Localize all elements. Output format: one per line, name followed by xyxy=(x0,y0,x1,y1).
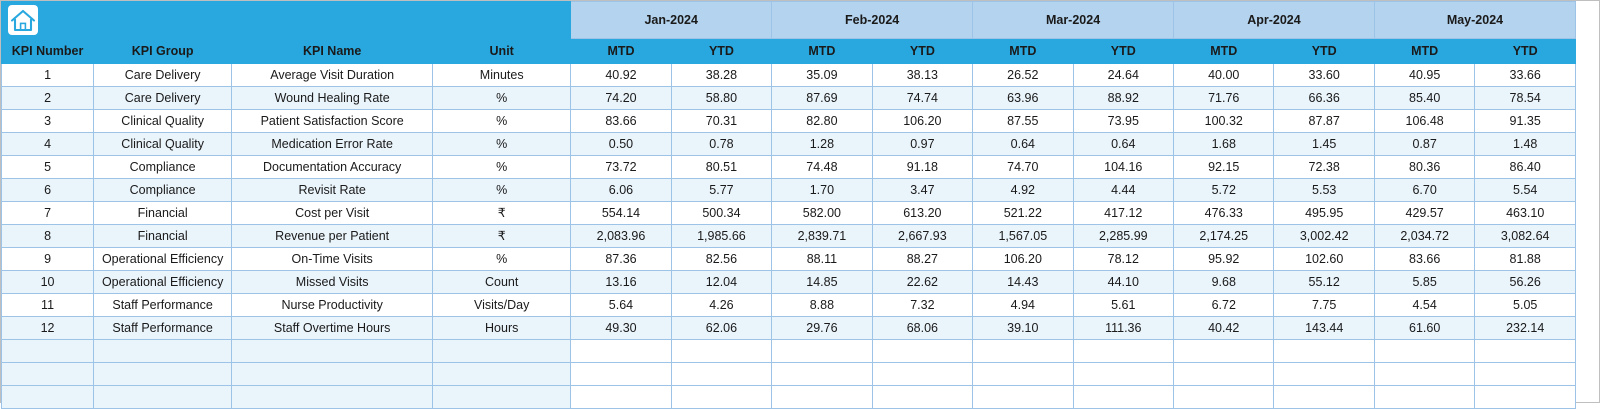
table-row[interactable] xyxy=(2,248,1576,271)
cell-empty xyxy=(872,386,972,409)
cell-kpi-group: Financial xyxy=(94,225,232,248)
cell-mar-2024-mtd: 74.70 xyxy=(973,156,1073,179)
cell-apr-2024-mtd: 40.00 xyxy=(1174,64,1274,87)
cell-feb-2024-ytd: 38.13 xyxy=(872,64,972,87)
cell-jan-2024-mtd: 6.06 xyxy=(571,179,671,202)
cell-kpi-group: Care Delivery xyxy=(94,64,232,87)
cell-kpi-number: 8 xyxy=(2,225,94,248)
column-header-may-ytd[interactable]: YTD xyxy=(1475,39,1576,64)
cell-kpi-name: Revisit Rate xyxy=(232,179,433,202)
cell-kpi-number: 2 xyxy=(2,87,94,110)
cell-apr-2024-ytd: 102.60 xyxy=(1274,248,1374,271)
cell-mar-2024-ytd: 78.12 xyxy=(1073,248,1173,271)
cell-apr-2024-ytd: 1.45 xyxy=(1274,133,1374,156)
cell-feb-2024-mtd: 8.88 xyxy=(772,294,872,317)
cell-jan-2024-mtd: 73.72 xyxy=(571,156,671,179)
cell-mar-2024-mtd: 106.20 xyxy=(973,248,1073,271)
cell-mar-2024-ytd: 0.64 xyxy=(1073,133,1173,156)
cell-empty xyxy=(1073,363,1173,386)
cell-may-2024-mtd: 6.70 xyxy=(1374,179,1474,202)
cell-feb-2024-mtd: 29.76 xyxy=(772,317,872,340)
cell-empty xyxy=(1274,363,1374,386)
column-header-jan-mtd[interactable]: MTD xyxy=(571,39,671,64)
cell-may-2024-mtd: 5.85 xyxy=(1374,271,1474,294)
table-header xyxy=(2,2,1576,64)
cell-empty xyxy=(973,363,1073,386)
cell-kpi-number: 11 xyxy=(2,294,94,317)
table-row[interactable] xyxy=(2,179,1576,202)
column-header-unit[interactable]: Unit xyxy=(433,39,571,64)
cell-empty xyxy=(772,363,872,386)
cell-feb-2024-mtd: 82.80 xyxy=(772,110,872,133)
table-row[interactable] xyxy=(2,156,1576,179)
cell-jan-2024-ytd: 0.78 xyxy=(671,133,771,156)
cell-kpi-name: Staff Overtime Hours xyxy=(232,317,433,340)
cell-empty xyxy=(973,386,1073,409)
table-row[interactable] xyxy=(2,317,1576,340)
cell-mar-2024-ytd: 5.61 xyxy=(1073,294,1173,317)
table-row[interactable] xyxy=(2,64,1576,87)
cell-apr-2024-ytd: 3,002.42 xyxy=(1274,225,1374,248)
cell-mar-2024-mtd: 39.10 xyxy=(973,317,1073,340)
cell-empty xyxy=(433,386,571,409)
cell-jan-2024-mtd: 74.20 xyxy=(571,87,671,110)
cell-feb-2024-mtd: 14.85 xyxy=(772,271,872,294)
cell-apr-2024-mtd: 95.92 xyxy=(1174,248,1274,271)
cell-empty xyxy=(671,340,771,363)
column-header-row xyxy=(2,39,1576,64)
cell-jan-2024-mtd: 83.66 xyxy=(571,110,671,133)
table-row[interactable] xyxy=(2,87,1576,110)
cell-empty xyxy=(1475,340,1576,363)
table-row[interactable] xyxy=(2,110,1576,133)
column-header-mar-mtd[interactable]: MTD xyxy=(973,39,1073,64)
column-header-kpi-name[interactable]: KPI Name xyxy=(232,39,433,64)
cell-kpi-group: Compliance xyxy=(94,156,232,179)
cell-feb-2024-ytd: 22.62 xyxy=(872,271,972,294)
cell-empty xyxy=(94,363,232,386)
column-header-feb-mtd[interactable]: MTD xyxy=(772,39,872,64)
cell-apr-2024-mtd: 40.42 xyxy=(1174,317,1274,340)
cell-may-2024-ytd: 86.40 xyxy=(1475,156,1576,179)
cell-jan-2024-ytd: 500.34 xyxy=(671,202,771,225)
cell-jan-2024-ytd: 62.06 xyxy=(671,317,771,340)
cell-jan-2024-ytd: 80.51 xyxy=(671,156,771,179)
month-group-header-row xyxy=(2,2,1576,39)
column-header-apr-mtd[interactable]: MTD xyxy=(1174,39,1274,64)
cell-jan-2024-mtd: 40.92 xyxy=(571,64,671,87)
cell-may-2024-mtd: 4.54 xyxy=(1374,294,1474,317)
cell-apr-2024-ytd: 143.44 xyxy=(1274,317,1374,340)
cell-may-2024-ytd: 3,082.64 xyxy=(1475,225,1576,248)
column-header-kpi-number[interactable]: KPI Number xyxy=(2,39,94,64)
cell-jan-2024-mtd: 13.16 xyxy=(571,271,671,294)
column-header-feb-ytd[interactable]: YTD xyxy=(872,39,972,64)
cell-mar-2024-ytd: 111.36 xyxy=(1073,317,1173,340)
cell-kpi-number: 5 xyxy=(2,156,94,179)
cell-mar-2024-mtd: 4.92 xyxy=(973,179,1073,202)
cell-feb-2024-ytd: 106.20 xyxy=(872,110,972,133)
cell-apr-2024-mtd: 5.72 xyxy=(1174,179,1274,202)
cell-kpi-group: Clinical Quality xyxy=(94,133,232,156)
cell-mar-2024-mtd: 1,567.05 xyxy=(973,225,1073,248)
month-header-mar: Mar-2024 xyxy=(973,2,1174,39)
cell-jan-2024-ytd: 70.31 xyxy=(671,110,771,133)
cell-apr-2024-mtd: 1.68 xyxy=(1174,133,1274,156)
cell-empty xyxy=(94,386,232,409)
cell-mar-2024-ytd: 44.10 xyxy=(1073,271,1173,294)
cell-empty xyxy=(2,340,94,363)
cell-apr-2024-ytd: 7.75 xyxy=(1274,294,1374,317)
cell-kpi-number: 4 xyxy=(2,133,94,156)
cell-apr-2024-mtd: 476.33 xyxy=(1174,202,1274,225)
cell-may-2024-mtd: 83.66 xyxy=(1374,248,1474,271)
cell-may-2024-ytd: 463.10 xyxy=(1475,202,1576,225)
cell-mar-2024-mtd: 4.94 xyxy=(973,294,1073,317)
cell-empty xyxy=(1174,340,1274,363)
month-header-jan: Jan-2024 xyxy=(571,2,772,39)
cell-feb-2024-mtd: 35.09 xyxy=(772,64,872,87)
cell-jan-2024-mtd: 49.30 xyxy=(571,317,671,340)
cell-empty xyxy=(1374,363,1474,386)
cell-mar-2024-mtd: 14.43 xyxy=(973,271,1073,294)
cell-unit: % xyxy=(433,248,571,271)
cell-kpi-name: On-Time Visits xyxy=(232,248,433,271)
cell-feb-2024-ytd: 0.97 xyxy=(872,133,972,156)
cell-mar-2024-ytd: 24.64 xyxy=(1073,64,1173,87)
cell-feb-2024-ytd: 613.20 xyxy=(872,202,972,225)
cell-unit: Hours xyxy=(433,317,571,340)
cell-may-2024-ytd: 5.05 xyxy=(1475,294,1576,317)
cell-kpi-group: Care Delivery xyxy=(94,87,232,110)
cell-may-2024-ytd: 232.14 xyxy=(1475,317,1576,340)
cell-kpi-number: 9 xyxy=(2,248,94,271)
cell-may-2024-ytd: 91.35 xyxy=(1475,110,1576,133)
cell-apr-2024-ytd: 87.87 xyxy=(1274,110,1374,133)
cell-empty xyxy=(1475,386,1576,409)
table-row-empty[interactable] xyxy=(2,363,1576,386)
cell-jan-2024-ytd: 5.77 xyxy=(671,179,771,202)
cell-empty xyxy=(1174,386,1274,409)
cell-kpi-number: 1 xyxy=(2,64,94,87)
cell-empty xyxy=(1073,340,1173,363)
cell-jan-2024-ytd: 58.80 xyxy=(671,87,771,110)
cell-kpi-number: 6 xyxy=(2,179,94,202)
cell-may-2024-mtd: 429.57 xyxy=(1374,202,1474,225)
cell-empty xyxy=(872,340,972,363)
cell-apr-2024-ytd: 55.12 xyxy=(1274,271,1374,294)
cell-unit: % xyxy=(433,110,571,133)
cell-unit: ₹ xyxy=(433,202,571,225)
cell-jan-2024-mtd: 5.64 xyxy=(571,294,671,317)
cell-feb-2024-ytd: 7.32 xyxy=(872,294,972,317)
cell-unit: ₹ xyxy=(433,225,571,248)
cell-unit: % xyxy=(433,133,571,156)
month-header-apr: Apr-2024 xyxy=(1174,2,1375,39)
cell-kpi-group: Staff Performance xyxy=(94,294,232,317)
cell-apr-2024-mtd: 6.72 xyxy=(1174,294,1274,317)
cell-feb-2024-ytd: 91.18 xyxy=(872,156,972,179)
cell-kpi-number: 12 xyxy=(2,317,94,340)
cell-may-2024-mtd: 2,034.72 xyxy=(1374,225,1474,248)
table-body xyxy=(2,64,1576,409)
cell-apr-2024-mtd: 92.15 xyxy=(1174,156,1274,179)
cell-unit: % xyxy=(433,87,571,110)
cell-empty xyxy=(671,386,771,409)
cell-jan-2024-ytd: 1,985.66 xyxy=(671,225,771,248)
cell-empty xyxy=(772,386,872,409)
table-row[interactable] xyxy=(2,225,1576,248)
cell-kpi-number: 7 xyxy=(2,202,94,225)
cell-kpi-group: Staff Performance xyxy=(94,317,232,340)
cell-empty xyxy=(1073,386,1173,409)
cell-empty xyxy=(872,363,972,386)
cell-apr-2024-ytd: 5.53 xyxy=(1274,179,1374,202)
home-button-cell[interactable] xyxy=(2,2,571,39)
cell-mar-2024-ytd: 2,285.99 xyxy=(1073,225,1173,248)
cell-kpi-number: 3 xyxy=(2,110,94,133)
cell-jan-2024-mtd: 87.36 xyxy=(571,248,671,271)
cell-kpi-group: Compliance xyxy=(94,179,232,202)
cell-feb-2024-ytd: 88.27 xyxy=(872,248,972,271)
cell-jan-2024-ytd: 4.26 xyxy=(671,294,771,317)
cell-empty xyxy=(772,340,872,363)
cell-kpi-group: Operational Efficiency xyxy=(94,271,232,294)
cell-may-2024-mtd: 85.40 xyxy=(1374,87,1474,110)
cell-kpi-name: Patient Satisfaction Score xyxy=(232,110,433,133)
cell-kpi-name: Documentation Accuracy xyxy=(232,156,433,179)
cell-feb-2024-ytd: 74.74 xyxy=(872,87,972,110)
cell-kpi-name: Cost per Visit xyxy=(232,202,433,225)
cell-feb-2024-mtd: 2,839.71 xyxy=(772,225,872,248)
cell-feb-2024-mtd: 88.11 xyxy=(772,248,872,271)
cell-apr-2024-ytd: 72.38 xyxy=(1274,156,1374,179)
cell-feb-2024-mtd: 582.00 xyxy=(772,202,872,225)
cell-feb-2024-mtd: 74.48 xyxy=(772,156,872,179)
cell-empty xyxy=(232,340,433,363)
cell-kpi-group: Operational Efficiency xyxy=(94,248,232,271)
cell-apr-2024-mtd: 2,174.25 xyxy=(1174,225,1274,248)
cell-empty xyxy=(973,340,1073,363)
cell-jan-2024-ytd: 12.04 xyxy=(671,271,771,294)
cell-jan-2024-mtd: 554.14 xyxy=(571,202,671,225)
cell-empty xyxy=(2,386,94,409)
cell-empty xyxy=(671,363,771,386)
cell-jan-2024-ytd: 82.56 xyxy=(671,248,771,271)
cell-feb-2024-ytd: 2,667.93 xyxy=(872,225,972,248)
cell-may-2024-mtd: 0.87 xyxy=(1374,133,1474,156)
cell-may-2024-mtd: 40.95 xyxy=(1374,64,1474,87)
cell-may-2024-mtd: 80.36 xyxy=(1374,156,1474,179)
cell-kpi-name: Nurse Productivity xyxy=(232,294,433,317)
cell-feb-2024-ytd: 68.06 xyxy=(872,317,972,340)
cell-apr-2024-mtd: 71.76 xyxy=(1174,87,1274,110)
cell-mar-2024-ytd: 104.16 xyxy=(1073,156,1173,179)
cell-may-2024-ytd: 56.26 xyxy=(1475,271,1576,294)
cell-empty xyxy=(433,340,571,363)
cell-kpi-name: Missed Visits xyxy=(232,271,433,294)
cell-mar-2024-mtd: 87.55 xyxy=(973,110,1073,133)
cell-apr-2024-mtd: 9.68 xyxy=(1174,271,1274,294)
cell-unit: % xyxy=(433,179,571,202)
month-header-feb: Feb-2024 xyxy=(772,2,973,39)
cell-kpi-name: Average Visit Duration xyxy=(232,64,433,87)
cell-mar-2024-mtd: 521.22 xyxy=(973,202,1073,225)
cell-mar-2024-ytd: 73.95 xyxy=(1073,110,1173,133)
column-header-jan-ytd[interactable]: YTD xyxy=(671,39,771,64)
cell-mar-2024-ytd: 4.44 xyxy=(1073,179,1173,202)
cell-may-2024-ytd: 81.88 xyxy=(1475,248,1576,271)
cell-kpi-group: Clinical Quality xyxy=(94,110,232,133)
table-row[interactable] xyxy=(2,271,1576,294)
cell-feb-2024-ytd: 3.47 xyxy=(872,179,972,202)
cell-may-2024-mtd: 61.60 xyxy=(1374,317,1474,340)
column-header-mar-ytd[interactable]: YTD xyxy=(1073,39,1173,64)
cell-unit: Minutes xyxy=(433,64,571,87)
cell-feb-2024-mtd: 1.28 xyxy=(772,133,872,156)
cell-empty xyxy=(1374,386,1474,409)
cell-empty xyxy=(1374,340,1474,363)
column-header-kpi-group[interactable]: KPI Group xyxy=(94,39,232,64)
month-header-may: May-2024 xyxy=(1374,2,1575,39)
cell-mar-2024-mtd: 63.96 xyxy=(973,87,1073,110)
cell-empty xyxy=(232,386,433,409)
cell-unit: % xyxy=(433,156,571,179)
cell-empty xyxy=(232,363,433,386)
cell-empty xyxy=(433,363,571,386)
column-header-may-mtd[interactable]: MTD xyxy=(1374,39,1474,64)
cell-mar-2024-ytd: 88.92 xyxy=(1073,87,1173,110)
cell-may-2024-ytd: 78.54 xyxy=(1475,87,1576,110)
kpi-table xyxy=(1,1,1576,409)
cell-kpi-number: 10 xyxy=(2,271,94,294)
cell-empty xyxy=(1274,340,1374,363)
cell-may-2024-mtd: 106.48 xyxy=(1374,110,1474,133)
cell-empty xyxy=(571,363,671,386)
table-row-empty[interactable] xyxy=(2,386,1576,409)
cell-unit: Visits/Day xyxy=(433,294,571,317)
cell-may-2024-ytd: 5.54 xyxy=(1475,179,1576,202)
cell-feb-2024-mtd: 87.69 xyxy=(772,87,872,110)
table-row-empty[interactable] xyxy=(2,340,1576,363)
cell-empty xyxy=(571,340,671,363)
cell-empty xyxy=(1475,363,1576,386)
cell-jan-2024-ytd: 38.28 xyxy=(671,64,771,87)
home-icon[interactable] xyxy=(8,5,38,35)
cell-unit: Count xyxy=(433,271,571,294)
cell-apr-2024-ytd: 66.36 xyxy=(1274,87,1374,110)
cell-apr-2024-ytd: 33.60 xyxy=(1274,64,1374,87)
cell-empty xyxy=(2,363,94,386)
table-row[interactable] xyxy=(2,133,1576,156)
table-row[interactable] xyxy=(2,294,1576,317)
cell-feb-2024-mtd: 1.70 xyxy=(772,179,872,202)
cell-kpi-group: Financial xyxy=(94,202,232,225)
cell-empty xyxy=(1274,386,1374,409)
column-header-apr-ytd[interactable]: YTD xyxy=(1274,39,1374,64)
cell-mar-2024-mtd: 0.64 xyxy=(973,133,1073,156)
cell-empty xyxy=(571,386,671,409)
cell-may-2024-ytd: 1.48 xyxy=(1475,133,1576,156)
cell-may-2024-ytd: 33.66 xyxy=(1475,64,1576,87)
cell-kpi-name: Medication Error Rate xyxy=(232,133,433,156)
cell-jan-2024-mtd: 0.50 xyxy=(571,133,671,156)
cell-empty xyxy=(1174,363,1274,386)
cell-kpi-name: Wound Healing Rate xyxy=(232,87,433,110)
cell-jan-2024-mtd: 2,083.96 xyxy=(571,225,671,248)
cell-apr-2024-ytd: 495.95 xyxy=(1274,202,1374,225)
table-row[interactable] xyxy=(2,202,1576,225)
cell-kpi-name: Revenue per Patient xyxy=(232,225,433,248)
cell-mar-2024-mtd: 26.52 xyxy=(973,64,1073,87)
cell-mar-2024-ytd: 417.12 xyxy=(1073,202,1173,225)
cell-apr-2024-mtd: 100.32 xyxy=(1174,110,1274,133)
cell-empty xyxy=(94,340,232,363)
